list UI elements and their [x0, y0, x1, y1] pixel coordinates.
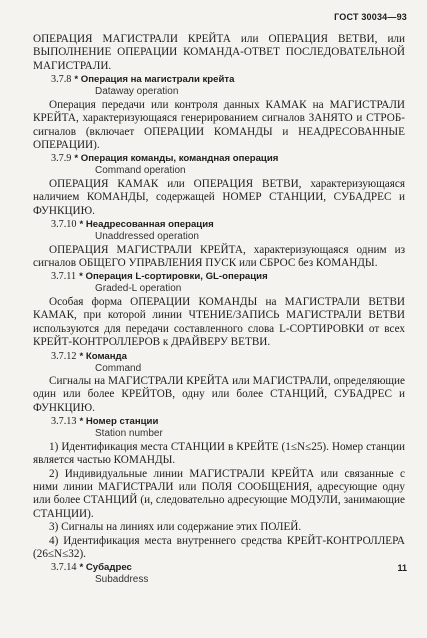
section-title: * Операция L-сортировки, GL-операция: [79, 271, 268, 283]
section-heading: [33, 152, 405, 165]
document-body: [33, 33, 405, 587]
paragraph: 3) Сигналы на линиях или содержание этих ПОЛЕЙ.: [49, 521, 302, 534]
english-term: Command operation: [95, 165, 186, 177]
section-title: * Номер станции: [79, 416, 159, 428]
paragraph: 1) Идентификация места СТАНЦИИ в КРЕЙТЕ (1≤N≤25). Номер станции является частью КОМАНДЫ.: [33, 440, 405, 467]
section-title: * Операция на магистрали крейта: [74, 74, 235, 86]
english-term: Station number: [95, 428, 163, 440]
section-heading: [33, 350, 405, 363]
english-term: Subaddress: [95, 574, 149, 586]
section-title: * Неадресованная операция: [79, 219, 214, 231]
section-title: * Субадрес: [79, 562, 132, 574]
section-title: * Команда: [79, 350, 127, 362]
section-heading: [33, 270, 405, 283]
section-heading: [33, 218, 405, 231]
english-term: Dataway operation: [95, 86, 179, 98]
paragraph: ОПЕРАЦИЯ МАГИСТРАЛИ КРЕЙТА или ОПЕРАЦИЯ ВЕТВИ, или ВЫПОЛНЕНИЕ ОПЕРАЦИИ КОМАНДА-ОТВЕТ ПОСЛЕДОВАТЕЛЬНОЙ МАГИСТРАЛИ.: [33, 33, 405, 72]
section-number: 3.7.13: [51, 416, 77, 428]
section-heading: [33, 415, 405, 428]
paragraph: 2) Индивидуальные линии МАГИСТРАЛИ КРЕЙТА или связанные с ними линии МАГИСТРАЛИ или ПОЛЯ СООБЩЕНИЯ, адресующие одну или более СТАНЦИЙ (и, следовательно адресующие МОДУЛИ, занимающие СТАНЦИИ).: [33, 467, 405, 520]
section-number: 3.7.14: [51, 562, 77, 574]
page-number: 11: [397, 563, 407, 573]
paragraph: 4) Идентификация места внутреннего средства КРЕЙТ-КОНТРОЛЛЕРА (26≤N≤32).: [33, 534, 405, 560]
section-title: * Операция команды, командная операция: [74, 153, 279, 165]
english-term: Unaddressed operation: [95, 231, 199, 243]
paragraph: Операция передачи или контроля данных КАМАК на МАГИСТРАЛИ КРЕЙТА, характеризующаяся генерированием сигналов ЗАНЯТО и СТРОБ-сигналов (включает ОПЕРАЦИИ КОМАНДЫ и НЕАДРЕСОВАННЫЕ ОПЕРАЦИИ).: [33, 98, 405, 151]
paragraph: ОПЕРАЦИЯ МАГИСТРАЛИ КРЕЙТА, характеризующаяся одним из сигналов ОБЩЕГО УПРАВЛЕНИЯ ПУСК или СБРОС без КОМАНДЫ.: [33, 243, 405, 269]
section-number: 3.7.10: [51, 219, 77, 231]
section-heading: [33, 561, 405, 574]
section-number: 3.7.9: [51, 153, 72, 165]
section-number: 3.7.8: [51, 74, 72, 86]
english-term: Graded-L operation: [95, 283, 182, 295]
section-number: 3.7.11: [51, 271, 77, 283]
section-heading: [33, 73, 405, 86]
paragraph: ОПЕРАЦИЯ КАМАК или ОПЕРАЦИЯ ВЕТВИ, характеризующаяся наличием КОМАНДЫ, содержащей НОМЕР СТАНЦИИ, СУБАДРЕС и ФУНКЦИЮ.: [33, 177, 405, 217]
paragraph: Особая форма ОПЕРАЦИИ КОМАНДЫ на МАГИСТРАЛИ ВЕТВИ КАМАК, при которой линии ЧТЕНИЕ/ЗАПИСЬ МАГИСТРАЛИ ВЕТВИ используются для передачи составленного слова L-СОРТИРОВКИ от всех КРЕЙТ-КОНТРОЛЛЕРОВ к ДРАЙВЕРУ ВЕТВИ.: [33, 295, 405, 349]
paragraph: Сигналы на МАГИСТРАЛИ КРЕЙТА или МАГИСТРАЛИ, определяющие один или более КРЕЙТОВ, одну или более СТАНЦИЙ, СУБАДРЕС и ФУНКЦИЮ.: [33, 375, 405, 414]
english-term: Command: [95, 362, 142, 374]
section-number: 3.7.12: [51, 350, 77, 362]
page-header: ГОСТ 30034—93: [334, 12, 407, 22]
